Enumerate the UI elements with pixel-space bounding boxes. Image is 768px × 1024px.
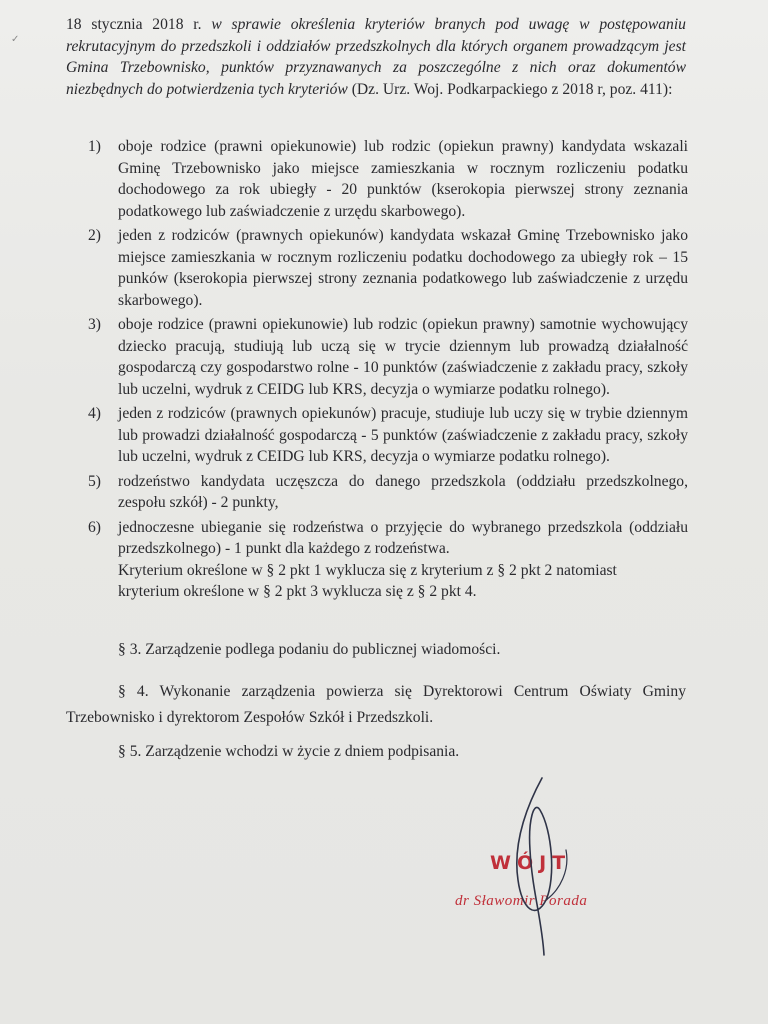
section-3: § 3. Zarządzenie podlega podaniu do publicznej wiadomości.: [118, 641, 501, 658]
list-item-number: 2): [88, 227, 101, 244]
list-item-number: 4): [88, 405, 101, 422]
intro-tail: (Dz. Urz. Woj. Podkarpackiego z 2018 r, poz. 411):: [351, 80, 673, 98]
list-item-text: jednoczesne ubieganie się rodzeństwa o przyjęcie do wybranego przedszkola (oddziału przedszkolnego) - 1 punkt dla każdego z rodzeństwa.: [118, 518, 688, 557]
list-item-text: oboje rodzice (prawni opiekunowie) lub rodzic (opiekun prawny) samotnie wychowujący dziecko pracują, studiują lub uczą się w trycie dziennym lub prowadzą działalność gospodarczą czy gospodarstwo rolne - 10 punktów (zaświadczenie z zakładu pracy, szkoły lub uczelni, wydruk z CEIDG lub KRS, decyzja o wymiarze podatku rolnego).: [118, 316, 688, 398]
list-item: [88, 225, 688, 311]
list-item-text: jeden z rodziców (prawnych opiekunów) kandydata wskazał Gminę Trzebownisko jako miejsce zamieszkania w rocznym rozliczeniu podatku dochodowego za ubiegły rok – 15 punków (kserokopia pierwszej strony zeznania podatkowego lub zaświadczenie z urzędu skarbowego).: [118, 227, 688, 309]
list-item: [88, 403, 688, 468]
list-item-text: jeden z rodziców (prawnych opiekunów) pracuje, studiuje lub uczy się w trybie dziennym lub prowadzi działalność gospodarczą - 5 punktów (zaświadczenie z zakładu pracy, szkoły lub uczelni, wydruk z CEIDG lub KRS, decyzja o wymiarze podatku rolnego).: [118, 405, 688, 465]
section-5: § 5. Zarządzenie wchodzi w życie z dniem podpisania.: [118, 743, 460, 760]
stamp-name: dr Sławomir Porada: [455, 893, 588, 909]
intro-paragraph: [66, 14, 686, 100]
list-item-number: 6): [88, 518, 101, 536]
list-item: [88, 136, 688, 222]
list-item-number: 1): [88, 138, 101, 155]
list-item-number: 5): [88, 472, 101, 490]
stamp-title: WÓJT: [490, 852, 572, 874]
section-4: § 4. Wykonanie zarządzenia powierza się Dyrektorowi Centrum Oświaty Gminy Trzebownisko i dyrektorom Zespołów Szkół i Przedszkoli.: [66, 683, 686, 726]
intro-italic: w sprawie określenia kryteriów branych pod uwagę w postępowaniu rekrutacyjnym do przedszkoli i oddziałów przedszkolnych dla których organem prowadzącym jest Gmina Trzebownisko, punktów przyznawanych za poszczególne z nich oraz dokumentów niezbędnych do potwierdzenia tych kryteriów: [66, 16, 686, 98]
margin-mark: ✓: [11, 34, 20, 45]
criteria-note-1: Kryterium określone w § 2 pkt 1 wyklucza się z kryterium z § 2 pkt 2 natomiast: [118, 561, 617, 579]
list-item: [88, 471, 688, 514]
criteria-note-2: kryterium określone w § 2 pkt 3 wyklucza się z § 2 pkt 4.: [118, 583, 477, 600]
list-item-text: oboje rodzice (prawni opiekunowie) lub rodzic (opiekun prawny) kandydata wskazali Gminę Trzebownisko jako miejsce zamieszkania w rocznym rozliczeniu podatku dochodowego za rok ubiegły - 20 punktów (kserokopia pierwszej strony zeznania podatkowego lub zaświadczenie z urzędu skarbowego).: [118, 138, 688, 220]
list-item: [88, 314, 688, 400]
intro-lead: 18 stycznia 2018 r.: [66, 16, 202, 33]
list-item-text: rodzeństwo kandydata uczęszcza do danego przedszkola (oddziału przedszkolnego, zespołu szkół) - 2 punkty,: [118, 472, 688, 511]
signature-icon: [490, 770, 600, 970]
list-item-number: 3): [88, 316, 101, 333]
list-item: [88, 517, 688, 603]
criteria-list: [88, 136, 688, 606]
